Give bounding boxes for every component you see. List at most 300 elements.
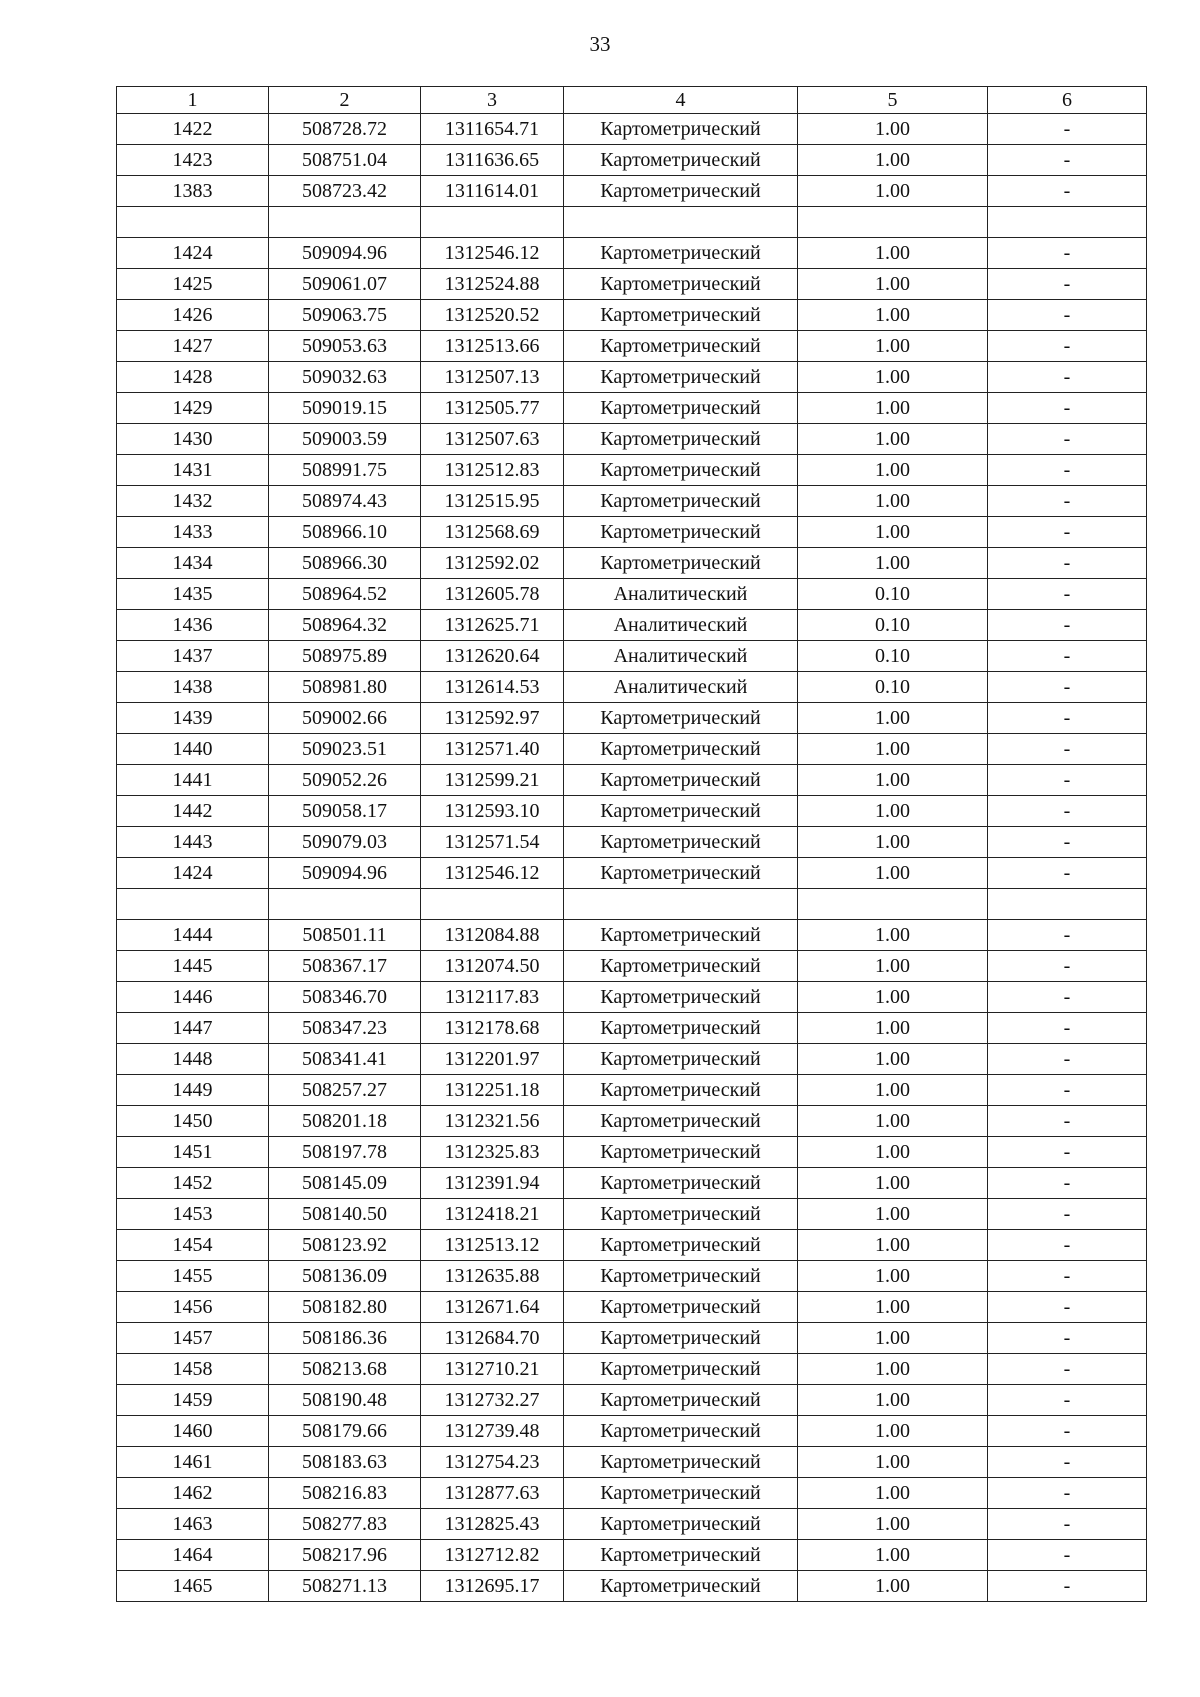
x-coordinate-cell: 509053.63	[269, 331, 421, 362]
point-number-cell: 1454	[117, 1230, 269, 1261]
y-coordinate-cell: 1311636.65	[421, 145, 564, 176]
table-row	[117, 176, 1147, 207]
x-coordinate-cell: 508346.70	[269, 982, 421, 1013]
accuracy-cell: 1.00	[798, 486, 988, 517]
point-number-cell: 1445	[117, 951, 269, 982]
note-cell: -	[988, 176, 1147, 207]
point-number-cell: 1438	[117, 672, 269, 703]
method-cell: Картометрический	[564, 1168, 798, 1199]
table-row	[117, 920, 1147, 951]
point-number-cell: 1425	[117, 269, 269, 300]
y-coordinate-cell: 1312507.63	[421, 424, 564, 455]
y-coordinate-cell: 1312754.23	[421, 1447, 564, 1478]
y-coordinate-cell: 1312201.97	[421, 1044, 564, 1075]
method-cell: Аналитический	[564, 672, 798, 703]
accuracy-cell: 0.10	[798, 672, 988, 703]
point-number-cell: 1437	[117, 641, 269, 672]
y-coordinate-cell: 1312251.18	[421, 1075, 564, 1106]
x-coordinate-cell: 508966.10	[269, 517, 421, 548]
point-number-cell: 1428	[117, 362, 269, 393]
method-cell: Картометрический	[564, 455, 798, 486]
table-row	[117, 703, 1147, 734]
table-row	[117, 269, 1147, 300]
y-coordinate-cell: 1312592.02	[421, 548, 564, 579]
method-cell: Картометрический	[564, 424, 798, 455]
method-cell: Картометрический	[564, 1075, 798, 1106]
table-row	[117, 517, 1147, 548]
accuracy-cell: 1.00	[798, 1230, 988, 1261]
note-cell: -	[988, 1013, 1147, 1044]
method-cell: Картометрический	[564, 269, 798, 300]
point-number-cell: 1440	[117, 734, 269, 765]
point-number-cell: 1446	[117, 982, 269, 1013]
table-row	[117, 331, 1147, 362]
method-cell: Картометрический	[564, 1478, 798, 1509]
method-cell: Картометрический	[564, 920, 798, 951]
accuracy-cell: 1.00	[798, 1509, 988, 1540]
point-number-cell: 1434	[117, 548, 269, 579]
y-coordinate-cell: 1312825.43	[421, 1509, 564, 1540]
accuracy-cell: 1.00	[798, 145, 988, 176]
table-row	[117, 1261, 1147, 1292]
note-cell: -	[988, 1199, 1147, 1230]
y-coordinate-cell: 1311654.71	[421, 114, 564, 145]
point-number-cell: 1455	[117, 1261, 269, 1292]
method-cell: Картометрический	[564, 362, 798, 393]
x-coordinate-cell: 508213.68	[269, 1354, 421, 1385]
point-number-cell: 1439	[117, 703, 269, 734]
column-header-2: 2	[269, 87, 421, 114]
accuracy-cell: 1.00	[798, 920, 988, 951]
y-coordinate-cell: 1312418.21	[421, 1199, 564, 1230]
method-cell	[564, 207, 798, 238]
column-header-4: 4	[564, 87, 798, 114]
point-number-cell	[117, 889, 269, 920]
table-row	[117, 455, 1147, 486]
y-coordinate-cell: 1312571.40	[421, 734, 564, 765]
note-cell: -	[988, 1106, 1147, 1137]
note-cell: -	[988, 424, 1147, 455]
y-coordinate-cell: 1312178.68	[421, 1013, 564, 1044]
note-cell: -	[988, 579, 1147, 610]
note-cell: -	[988, 920, 1147, 951]
table-row	[117, 114, 1147, 145]
point-number-cell: 1432	[117, 486, 269, 517]
table-row	[117, 889, 1147, 920]
method-cell	[564, 889, 798, 920]
table-row	[117, 1292, 1147, 1323]
y-coordinate-cell: 1312605.78	[421, 579, 564, 610]
x-coordinate-cell	[269, 207, 421, 238]
note-cell: -	[988, 672, 1147, 703]
table-row	[117, 486, 1147, 517]
note-cell: -	[988, 641, 1147, 672]
method-cell: Аналитический	[564, 610, 798, 641]
table-row	[117, 424, 1147, 455]
point-number-cell: 1429	[117, 393, 269, 424]
accuracy-cell: 1.00	[798, 455, 988, 486]
x-coordinate-cell: 508974.43	[269, 486, 421, 517]
method-cell: Картометрический	[564, 517, 798, 548]
x-coordinate-cell: 508341.41	[269, 1044, 421, 1075]
accuracy-cell: 1.00	[798, 362, 988, 393]
y-coordinate-cell: 1312599.21	[421, 765, 564, 796]
note-cell: -	[988, 1261, 1147, 1292]
accuracy-cell: 1.00	[798, 114, 988, 145]
note-cell: -	[988, 1509, 1147, 1540]
y-coordinate-cell: 1312391.94	[421, 1168, 564, 1199]
method-cell: Картометрический	[564, 1323, 798, 1354]
accuracy-cell	[798, 207, 988, 238]
table-row	[117, 579, 1147, 610]
accuracy-cell: 1.00	[798, 827, 988, 858]
note-cell: -	[988, 1137, 1147, 1168]
table-row	[117, 238, 1147, 269]
note-cell: -	[988, 1168, 1147, 1199]
y-coordinate-cell: 1312074.50	[421, 951, 564, 982]
point-number-cell: 1452	[117, 1168, 269, 1199]
table-row	[117, 982, 1147, 1013]
accuracy-cell: 1.00	[798, 1013, 988, 1044]
method-cell: Картометрический	[564, 1354, 798, 1385]
table-row	[117, 362, 1147, 393]
x-coordinate-cell: 508981.80	[269, 672, 421, 703]
x-coordinate-cell: 509063.75	[269, 300, 421, 331]
x-coordinate-cell: 508182.80	[269, 1292, 421, 1323]
note-cell: -	[988, 1416, 1147, 1447]
x-coordinate-cell: 508190.48	[269, 1385, 421, 1416]
x-coordinate-cell: 509002.66	[269, 703, 421, 734]
accuracy-cell: 0.10	[798, 610, 988, 641]
point-number-cell: 1448	[117, 1044, 269, 1075]
point-number-cell: 1458	[117, 1354, 269, 1385]
note-cell: -	[988, 238, 1147, 269]
accuracy-cell: 1.00	[798, 1137, 988, 1168]
x-coordinate-cell: 508217.96	[269, 1540, 421, 1571]
accuracy-cell: 1.00	[798, 517, 988, 548]
table-row	[117, 1106, 1147, 1137]
note-cell: -	[988, 1385, 1147, 1416]
method-cell: Картометрический	[564, 827, 798, 858]
point-number-cell: 1453	[117, 1199, 269, 1230]
method-cell: Картометрический	[564, 114, 798, 145]
method-cell: Картометрический	[564, 1571, 798, 1602]
table-row	[117, 1416, 1147, 1447]
x-coordinate-cell: 508964.32	[269, 610, 421, 641]
accuracy-cell: 1.00	[798, 1044, 988, 1075]
point-number-cell: 1433	[117, 517, 269, 548]
table-row	[117, 1447, 1147, 1478]
point-number-cell: 1450	[117, 1106, 269, 1137]
y-coordinate-cell: 1312515.95	[421, 486, 564, 517]
accuracy-cell	[798, 889, 988, 920]
table-row	[117, 1044, 1147, 1075]
note-cell: -	[988, 145, 1147, 176]
x-coordinate-cell: 508201.18	[269, 1106, 421, 1137]
table-row	[117, 641, 1147, 672]
accuracy-cell: 1.00	[798, 703, 988, 734]
note-cell: -	[988, 517, 1147, 548]
table-row	[117, 734, 1147, 765]
y-coordinate-cell	[421, 889, 564, 920]
x-coordinate-cell: 509019.15	[269, 393, 421, 424]
method-cell: Картометрический	[564, 393, 798, 424]
accuracy-cell: 1.00	[798, 765, 988, 796]
table-row	[117, 765, 1147, 796]
note-cell: -	[988, 1323, 1147, 1354]
x-coordinate-cell: 509094.96	[269, 238, 421, 269]
method-cell: Картометрический	[564, 1447, 798, 1478]
table-row	[117, 796, 1147, 827]
accuracy-cell: 1.00	[798, 548, 988, 579]
y-coordinate-cell: 1312625.71	[421, 610, 564, 641]
y-coordinate-cell: 1312620.64	[421, 641, 564, 672]
accuracy-cell: 1.00	[798, 1416, 988, 1447]
method-cell: Картометрический	[564, 1044, 798, 1075]
point-number-cell: 1464	[117, 1540, 269, 1571]
table-row	[117, 393, 1147, 424]
accuracy-cell: 1.00	[798, 269, 988, 300]
point-number-cell: 1383	[117, 176, 269, 207]
note-cell: -	[988, 1044, 1147, 1075]
table-row	[117, 1013, 1147, 1044]
table-row	[117, 1230, 1147, 1261]
method-cell: Картометрический	[564, 765, 798, 796]
x-coordinate-cell: 508271.13	[269, 1571, 421, 1602]
y-coordinate-cell: 1312117.83	[421, 982, 564, 1013]
x-coordinate-cell: 509032.63	[269, 362, 421, 393]
x-coordinate-cell: 508186.36	[269, 1323, 421, 1354]
method-cell: Картометрический	[564, 1540, 798, 1571]
point-number-cell	[117, 207, 269, 238]
method-cell: Картометрический	[564, 1385, 798, 1416]
method-cell: Картометрический	[564, 548, 798, 579]
y-coordinate-cell: 1312520.52	[421, 300, 564, 331]
point-number-cell: 1460	[117, 1416, 269, 1447]
y-coordinate-cell: 1312505.77	[421, 393, 564, 424]
point-number-cell: 1431	[117, 455, 269, 486]
note-cell: -	[988, 300, 1147, 331]
method-cell: Картометрический	[564, 1230, 798, 1261]
accuracy-cell: 1.00	[798, 393, 988, 424]
x-coordinate-cell: 509023.51	[269, 734, 421, 765]
x-coordinate-cell: 508367.17	[269, 951, 421, 982]
point-number-cell: 1424	[117, 858, 269, 889]
x-coordinate-cell: 508277.83	[269, 1509, 421, 1540]
y-coordinate-cell: 1312671.64	[421, 1292, 564, 1323]
note-cell: -	[988, 362, 1147, 393]
accuracy-cell: 1.00	[798, 796, 988, 827]
note-cell: -	[988, 951, 1147, 982]
point-number-cell: 1461	[117, 1447, 269, 1478]
y-coordinate-cell: 1312524.88	[421, 269, 564, 300]
accuracy-cell: 1.00	[798, 300, 988, 331]
y-coordinate-cell: 1312684.70	[421, 1323, 564, 1354]
method-cell: Картометрический	[564, 1013, 798, 1044]
note-cell: -	[988, 765, 1147, 796]
note-cell: -	[988, 455, 1147, 486]
x-coordinate-cell: 508964.52	[269, 579, 421, 610]
method-cell: Картометрический	[564, 331, 798, 362]
method-cell: Аналитический	[564, 579, 798, 610]
method-cell: Картометрический	[564, 300, 798, 331]
y-coordinate-cell: 1312321.56	[421, 1106, 564, 1137]
table-row	[117, 145, 1147, 176]
accuracy-cell: 1.00	[798, 424, 988, 455]
accuracy-cell: 1.00	[798, 1075, 988, 1106]
table-row	[117, 951, 1147, 982]
x-coordinate-cell: 508183.63	[269, 1447, 421, 1478]
x-coordinate-cell: 508216.83	[269, 1478, 421, 1509]
method-cell: Картометрический	[564, 238, 798, 269]
method-cell: Картометрический	[564, 951, 798, 982]
accuracy-cell: 1.00	[798, 1478, 988, 1509]
accuracy-cell: 0.10	[798, 641, 988, 672]
point-number-cell: 1427	[117, 331, 269, 362]
note-cell: -	[988, 734, 1147, 765]
table-body	[117, 114, 1147, 1602]
x-coordinate-cell: 508140.50	[269, 1199, 421, 1230]
method-cell: Картометрический	[564, 982, 798, 1013]
x-coordinate-cell: 509052.26	[269, 765, 421, 796]
accuracy-cell: 1.00	[798, 176, 988, 207]
method-cell: Картометрический	[564, 1106, 798, 1137]
accuracy-cell: 1.00	[798, 734, 988, 765]
method-cell: Картометрический	[564, 1137, 798, 1168]
x-coordinate-cell: 508347.23	[269, 1013, 421, 1044]
note-cell: -	[988, 796, 1147, 827]
method-cell: Картометрический	[564, 1416, 798, 1447]
x-coordinate-cell: 508728.72	[269, 114, 421, 145]
y-coordinate-cell: 1311614.01	[421, 176, 564, 207]
y-coordinate-cell: 1312712.82	[421, 1540, 564, 1571]
method-cell: Картометрический	[564, 858, 798, 889]
column-header-1: 1	[117, 87, 269, 114]
note-cell: -	[988, 1478, 1147, 1509]
table-row	[117, 858, 1147, 889]
note-cell: -	[988, 1354, 1147, 1385]
x-coordinate-cell: 509003.59	[269, 424, 421, 455]
point-number-cell: 1422	[117, 114, 269, 145]
note-cell: -	[988, 114, 1147, 145]
point-number-cell: 1435	[117, 579, 269, 610]
table-row	[117, 827, 1147, 858]
column-header-5: 5	[798, 87, 988, 114]
accuracy-cell: 1.00	[798, 1292, 988, 1323]
y-coordinate-cell: 1312513.12	[421, 1230, 564, 1261]
method-cell: Картометрический	[564, 734, 798, 765]
note-cell: -	[988, 703, 1147, 734]
point-number-cell: 1424	[117, 238, 269, 269]
accuracy-cell: 1.00	[798, 1540, 988, 1571]
method-cell: Аналитический	[564, 641, 798, 672]
accuracy-cell: 1.00	[798, 1106, 988, 1137]
accuracy-cell: 1.00	[798, 331, 988, 362]
table-row	[117, 1199, 1147, 1230]
table-row	[117, 1385, 1147, 1416]
note-cell: -	[988, 548, 1147, 579]
point-number-cell: 1436	[117, 610, 269, 641]
x-coordinate-cell	[269, 889, 421, 920]
page-number: 33	[589, 32, 611, 56]
point-number-cell: 1426	[117, 300, 269, 331]
table-row	[117, 610, 1147, 641]
table-row	[117, 300, 1147, 331]
y-coordinate-cell: 1312695.17	[421, 1571, 564, 1602]
x-coordinate-cell: 508136.09	[269, 1261, 421, 1292]
table-row	[117, 1354, 1147, 1385]
note-cell: -	[988, 486, 1147, 517]
table-header	[117, 87, 1147, 114]
accuracy-cell: 1.00	[798, 1354, 988, 1385]
x-coordinate-cell: 509058.17	[269, 796, 421, 827]
accuracy-cell: 1.00	[798, 982, 988, 1013]
note-cell	[988, 889, 1147, 920]
x-coordinate-cell: 508179.66	[269, 1416, 421, 1447]
accuracy-cell: 1.00	[798, 1168, 988, 1199]
y-coordinate-cell: 1312635.88	[421, 1261, 564, 1292]
y-coordinate-cell: 1312571.54	[421, 827, 564, 858]
accuracy-cell: 1.00	[798, 1323, 988, 1354]
header-row	[117, 87, 1147, 114]
table-row	[117, 1478, 1147, 1509]
point-number-cell: 1444	[117, 920, 269, 951]
point-number-cell: 1457	[117, 1323, 269, 1354]
accuracy-cell: 1.00	[798, 1571, 988, 1602]
point-number-cell: 1449	[117, 1075, 269, 1106]
accuracy-cell: 0.10	[798, 579, 988, 610]
x-coordinate-cell: 508751.04	[269, 145, 421, 176]
method-cell: Картометрический	[564, 486, 798, 517]
coordinates-table	[116, 86, 1147, 1602]
y-coordinate-cell: 1312513.66	[421, 331, 564, 362]
point-number-cell: 1456	[117, 1292, 269, 1323]
point-number-cell: 1443	[117, 827, 269, 858]
point-number-cell: 1451	[117, 1137, 269, 1168]
method-cell: Картометрический	[564, 1292, 798, 1323]
y-coordinate-cell: 1312592.97	[421, 703, 564, 734]
accuracy-cell: 1.00	[798, 1447, 988, 1478]
method-cell: Картометрический	[564, 703, 798, 734]
x-coordinate-cell: 508123.92	[269, 1230, 421, 1261]
note-cell: -	[988, 610, 1147, 641]
note-cell: -	[988, 331, 1147, 362]
accuracy-cell: 1.00	[798, 951, 988, 982]
note-cell: -	[988, 1230, 1147, 1261]
table-row	[117, 207, 1147, 238]
y-coordinate-cell: 1312732.27	[421, 1385, 564, 1416]
x-coordinate-cell: 508197.78	[269, 1137, 421, 1168]
x-coordinate-cell: 508975.89	[269, 641, 421, 672]
y-coordinate-cell: 1312084.88	[421, 920, 564, 951]
y-coordinate-cell: 1312593.10	[421, 796, 564, 827]
note-cell: -	[988, 858, 1147, 889]
table-row	[117, 1323, 1147, 1354]
note-cell: -	[988, 393, 1147, 424]
note-cell: -	[988, 1571, 1147, 1602]
y-coordinate-cell: 1312546.12	[421, 858, 564, 889]
method-cell: Картометрический	[564, 176, 798, 207]
point-number-cell: 1442	[117, 796, 269, 827]
x-coordinate-cell: 508257.27	[269, 1075, 421, 1106]
point-number-cell: 1423	[117, 145, 269, 176]
y-coordinate-cell: 1312325.83	[421, 1137, 564, 1168]
table-row	[117, 1168, 1147, 1199]
x-coordinate-cell: 508501.11	[269, 920, 421, 951]
table-row	[117, 1509, 1147, 1540]
y-coordinate-cell: 1312739.48	[421, 1416, 564, 1447]
column-header-6: 6	[988, 87, 1147, 114]
